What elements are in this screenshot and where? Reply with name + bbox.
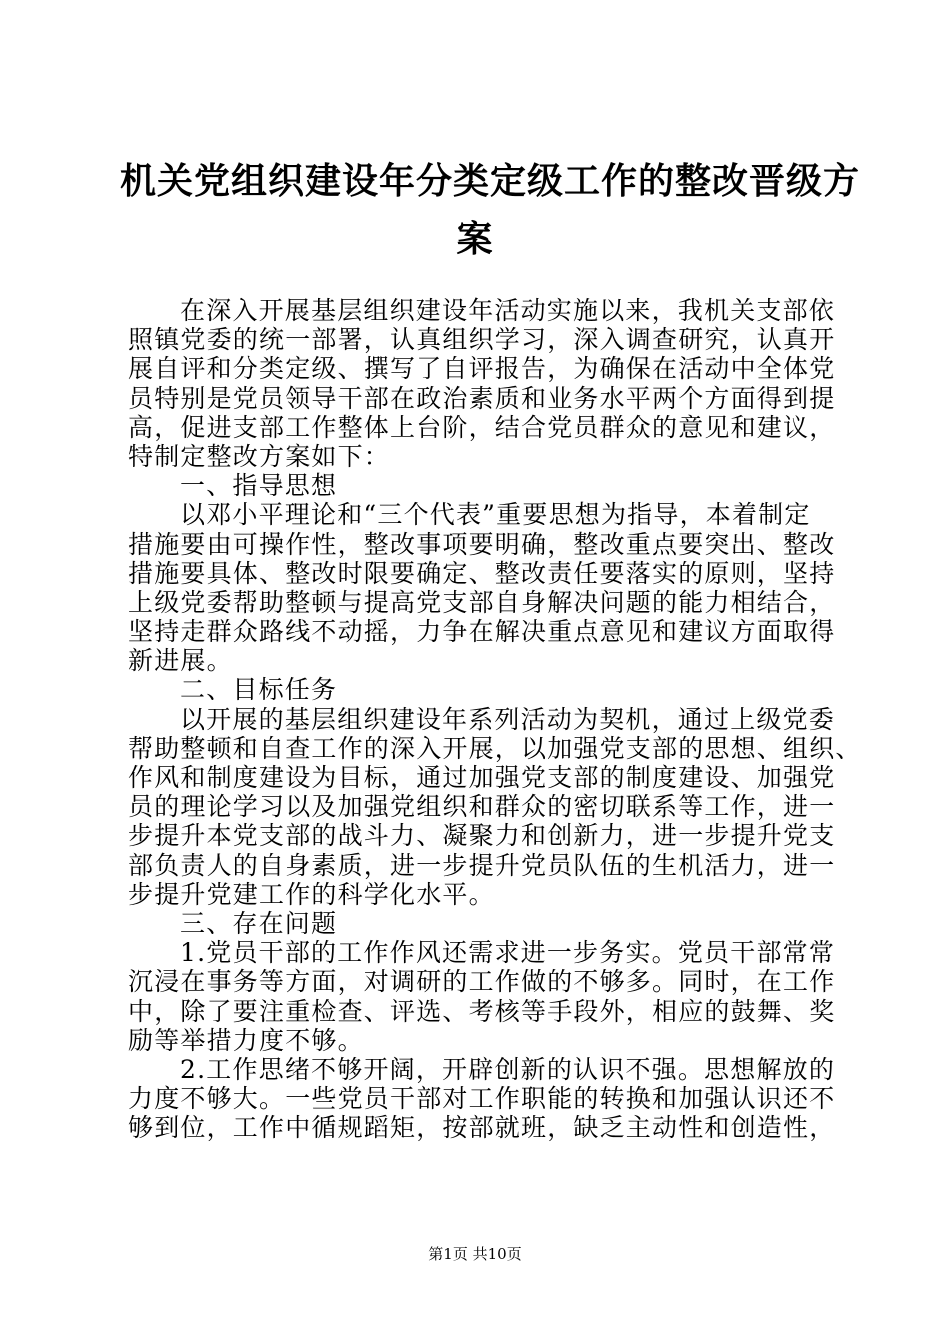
paragraph-line: 中，除了要注重检查、评选、考核等手段外，相应的鼓舞、奖 [128, 996, 836, 1026]
document-title-line-1: 机关党组织建设年分类定级工作的整改晋级方 [120, 161, 861, 202]
paragraph-line: 2.工作思绪不够开阔，开辟创新的认识不强。思想解放的 [180, 1054, 836, 1084]
paragraph-line: 部负责人的自身素质，进一步提升党员队伍的生机活力，进一 [128, 850, 836, 880]
paragraph-line: 步提升党建工作的科学化水平。 [128, 879, 495, 909]
paragraph-line: 步提升本党支部的战斗力、凝聚力和创新力，进一步提升党支 [128, 821, 836, 851]
paragraph-line: 措施要由可操作性，整改事项要明确，整改重点要突出、整改 [128, 529, 836, 559]
paragraph-line: 坚持走群众路线不动摇，力争在解决重点意见和建议方面取得 [128, 617, 836, 647]
paragraph-line: 1.党员干部的工作作风还需求进一步务实。党员干部常常 [180, 938, 836, 968]
paragraph-line: 照镇党委的统一部署，认真组织学习，深入调查研究，认真开 [128, 325, 836, 355]
paragraph-line: 高，促进支部工作整体上台阶，结合党员群众的意见和建议， [128, 412, 836, 442]
paragraph-line: 员特别是党员领导干部在政治素质和业务水平两个方面得到提 [128, 383, 836, 413]
paragraph-line: 上级党委帮助整顿与提高党支部自身解决问题的能力相结合， [128, 587, 836, 617]
paragraph-line: 新进展。 [128, 646, 233, 676]
paragraph-line: 二、目标任务 [180, 675, 338, 705]
paragraph-line: 励等举措力度不够。 [128, 1025, 364, 1055]
page-footer: 第1页 共10页 [428, 1245, 522, 1263]
paragraph-line: 作风和制度建设为目标，通过加强党支部的制度建设、加强党 [128, 763, 836, 792]
document-body [128, 296, 862, 1143]
paragraph-line: 措施要具体、整改时限要确定、整改责任要落实的原则，坚持 [128, 558, 836, 588]
paragraph-line: 一、指导思想 [180, 471, 338, 501]
document-title-line-2: 案 [456, 219, 494, 260]
paragraph-line: 特制定整改方案如下： [128, 441, 391, 471]
paragraph-line: 够到位，工作中循规蹈矩，按部就班，缺乏主动性和创造性， [128, 1113, 836, 1143]
paragraph-line: 帮助整顿和自查工作的深入开展，以加强党支部的思想、组织、 [128, 733, 862, 763]
paragraph-line: 以邓小平理论和“三个代表”重要思想为指导，本着制定 [180, 500, 811, 530]
paragraph-line: 力度不够大。一些党员干部对工作职能的转换和加强认识还不 [128, 1084, 836, 1114]
paragraph-line: 沉浸在事务等方面，对调研的工作做的不够多。同时，在工作 [128, 967, 836, 997]
paragraph-line: 以开展的基层组织建设年系列活动为契机，通过上级党委 [180, 704, 836, 734]
paragraph-line: 在深入开展基层组织建设年活动实施以来，我机关支部依 [180, 296, 836, 325]
paragraph-line: 展自评和分类定级、撰写了自评报告，为确保在活动中全体党 [128, 354, 836, 384]
paragraph-line: 三、存在问题 [180, 908, 338, 938]
paragraph-line: 员的理论学习以及加强党组织和群众的密切联系等工作，进一 [128, 792, 836, 822]
